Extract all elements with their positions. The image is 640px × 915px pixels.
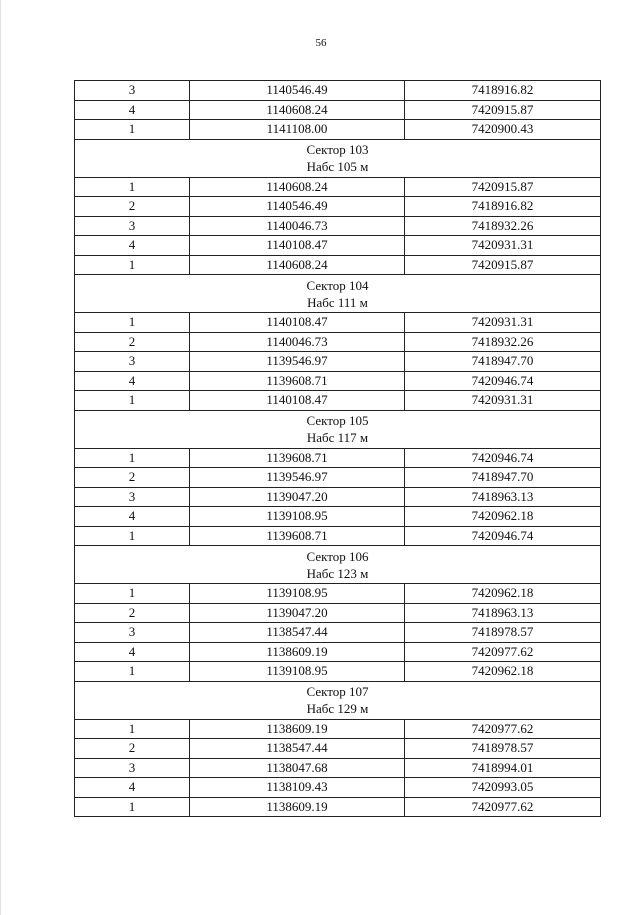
y-coordinate-cell: 7418978.57 — [405, 739, 601, 759]
table-row — [75, 100, 601, 120]
table-row — [75, 468, 601, 488]
y-coordinate-cell: 7420962.18 — [405, 507, 601, 527]
table-row — [75, 778, 601, 798]
x-coordinate-cell: 1138047.68 — [190, 758, 405, 778]
sector-title: Сектор 106 — [306, 548, 369, 564]
sector-title: Сектор 103 — [306, 142, 369, 157]
point-number-cell: 1 — [75, 662, 190, 682]
x-coordinate-cell: 1139546.97 — [190, 352, 405, 372]
y-coordinate-cell: 7418932.26 — [405, 216, 601, 236]
table-row — [75, 332, 601, 352]
y-coordinate-cell: 7418916.82 — [405, 81, 601, 101]
point-number-cell: 1 — [75, 313, 190, 333]
y-coordinate-cell: 7420977.62 — [405, 642, 601, 662]
y-coordinate-cell: 7420946.74 — [405, 371, 601, 391]
sector-header-row — [75, 681, 601, 719]
x-coordinate-cell: 1140608.24 — [190, 255, 405, 275]
sector-height: Набс 123 м — [306, 565, 369, 581]
y-coordinate-cell: 7418963.13 — [405, 603, 601, 623]
x-coordinate-cell: 1139108.95 — [190, 507, 405, 527]
coordinates-table — [74, 80, 601, 817]
sector-height: Набс 105 м — [306, 159, 369, 174]
table-row — [75, 507, 601, 527]
table-row — [75, 177, 601, 197]
point-number-cell: 3 — [75, 216, 190, 236]
table-row — [75, 584, 601, 604]
y-coordinate-cell: 7418947.70 — [405, 468, 601, 488]
x-coordinate-cell: 1140608.24 — [190, 177, 405, 197]
y-coordinate-cell: 7420931.31 — [405, 236, 601, 256]
table-row — [75, 352, 601, 372]
y-coordinate-cell: 7420946.74 — [405, 526, 601, 546]
sector-height: Набс 129 м — [306, 701, 369, 716]
x-coordinate-cell: 1138547.44 — [190, 739, 405, 759]
point-number-cell: 2 — [75, 332, 190, 352]
y-coordinate-cell: 7418947.70 — [405, 352, 601, 372]
table-row — [75, 216, 601, 236]
y-coordinate-cell: 7418994.01 — [405, 758, 601, 778]
coordinates-table-body — [75, 81, 601, 817]
table-row — [75, 313, 601, 333]
x-coordinate-cell: 1140608.24 — [190, 100, 405, 120]
table-row — [75, 719, 601, 739]
sector-height: Набс 117 м — [306, 430, 369, 445]
point-number-cell: 4 — [75, 778, 190, 798]
sector-header-row — [75, 139, 601, 177]
y-coordinate-cell: 7418963.13 — [405, 487, 601, 507]
table-row — [75, 197, 601, 217]
x-coordinate-cell: 1138609.19 — [190, 642, 405, 662]
y-coordinate-cell: 7418978.57 — [405, 623, 601, 643]
sector-title: Сектор 107 — [306, 684, 369, 699]
point-number-cell: 2 — [75, 739, 190, 759]
table-row — [75, 642, 601, 662]
point-number-cell: 4 — [75, 371, 190, 391]
point-number-cell: 3 — [75, 487, 190, 507]
y-coordinate-cell: 7420977.62 — [405, 797, 601, 817]
sector-header-cell — [75, 139, 601, 177]
x-coordinate-cell: 1140108.47 — [190, 391, 405, 411]
sector-header-row — [75, 410, 601, 448]
point-number-cell: 1 — [75, 120, 190, 140]
table-row — [75, 758, 601, 778]
sector-header-cell — [75, 275, 601, 313]
point-number-cell: 3 — [75, 81, 190, 101]
point-number-cell: 1 — [75, 255, 190, 275]
point-number-cell: 3 — [75, 623, 190, 643]
y-coordinate-cell: 7420946.74 — [405, 448, 601, 468]
x-coordinate-cell: 1139608.71 — [190, 371, 405, 391]
x-coordinate-cell: 1139047.20 — [190, 603, 405, 623]
y-coordinate-cell: 7420931.31 — [405, 391, 601, 411]
sector-header-cell — [75, 681, 601, 719]
point-number-cell: 1 — [75, 797, 190, 817]
point-number-cell: 2 — [75, 197, 190, 217]
table-row — [75, 371, 601, 391]
x-coordinate-cell: 1138547.44 — [190, 623, 405, 643]
x-coordinate-cell: 1138609.19 — [190, 797, 405, 817]
point-number-cell: 1 — [75, 177, 190, 197]
x-coordinate-cell: 1139108.95 — [190, 584, 405, 604]
x-coordinate-cell: 1139608.71 — [190, 448, 405, 468]
x-coordinate-cell: 1140046.73 — [190, 332, 405, 352]
x-coordinate-cell: 1141108.00 — [190, 120, 405, 140]
sector-header-cell — [75, 546, 601, 584]
y-coordinate-cell: 7420915.87 — [405, 100, 601, 120]
table-row — [75, 236, 601, 256]
x-coordinate-cell: 1139108.95 — [190, 662, 405, 682]
sector-title: Сектор 104 — [306, 277, 369, 293]
table-row — [75, 526, 601, 546]
table-row — [75, 739, 601, 759]
point-number-cell: 2 — [75, 468, 190, 488]
y-coordinate-cell: 7420977.62 — [405, 719, 601, 739]
point-number-cell: 3 — [75, 352, 190, 372]
sector-header-row — [75, 546, 601, 584]
y-coordinate-cell: 7420915.87 — [405, 177, 601, 197]
table-row — [75, 603, 601, 623]
sector-header-cell — [75, 410, 601, 448]
x-coordinate-cell: 1139047.20 — [190, 487, 405, 507]
x-coordinate-cell: 1140108.47 — [190, 236, 405, 256]
table-row — [75, 255, 601, 275]
x-coordinate-cell: 1138109.43 — [190, 778, 405, 798]
x-coordinate-cell: 1139608.71 — [190, 526, 405, 546]
y-coordinate-cell: 7420993.05 — [405, 778, 601, 798]
sector-height: Набс 111 м — [307, 294, 368, 310]
x-coordinate-cell: 1140108.47 — [190, 313, 405, 333]
y-coordinate-cell: 7420915.87 — [405, 255, 601, 275]
table-row — [75, 487, 601, 507]
point-number-cell: 1 — [75, 719, 190, 739]
sector-header-row — [75, 275, 601, 313]
x-coordinate-cell: 1138609.19 — [190, 719, 405, 739]
point-number-cell: 1 — [75, 526, 190, 546]
y-coordinate-cell: 7420900.43 — [405, 120, 601, 140]
table-row — [75, 120, 601, 140]
point-number-cell: 1 — [75, 391, 190, 411]
x-coordinate-cell: 1140546.49 — [190, 81, 405, 101]
y-coordinate-cell: 7420931.31 — [405, 313, 601, 333]
table-row — [75, 391, 601, 411]
x-coordinate-cell: 1140046.73 — [190, 216, 405, 236]
point-number-cell: 4 — [75, 507, 190, 527]
table-row — [75, 662, 601, 682]
x-coordinate-cell: 1139546.97 — [190, 468, 405, 488]
y-coordinate-cell: 7420962.18 — [405, 662, 601, 682]
point-number-cell: 3 — [75, 758, 190, 778]
point-number-cell: 4 — [75, 100, 190, 120]
y-coordinate-cell: 7418916.82 — [405, 197, 601, 217]
sector-title: Сектор 105 — [306, 413, 369, 428]
table-row — [75, 448, 601, 468]
x-coordinate-cell: 1140546.49 — [190, 197, 405, 217]
point-number-cell: 4 — [75, 642, 190, 662]
table-row — [75, 81, 601, 101]
page-number: 56 — [315, 37, 327, 49]
point-number-cell: 2 — [75, 603, 190, 623]
point-number-cell: 1 — [75, 448, 190, 468]
point-number-cell: 4 — [75, 236, 190, 256]
y-coordinate-cell: 7420962.18 — [405, 584, 601, 604]
table-row — [75, 797, 601, 817]
y-coordinate-cell: 7418932.26 — [405, 332, 601, 352]
table-row — [75, 623, 601, 643]
point-number-cell: 1 — [75, 584, 190, 604]
